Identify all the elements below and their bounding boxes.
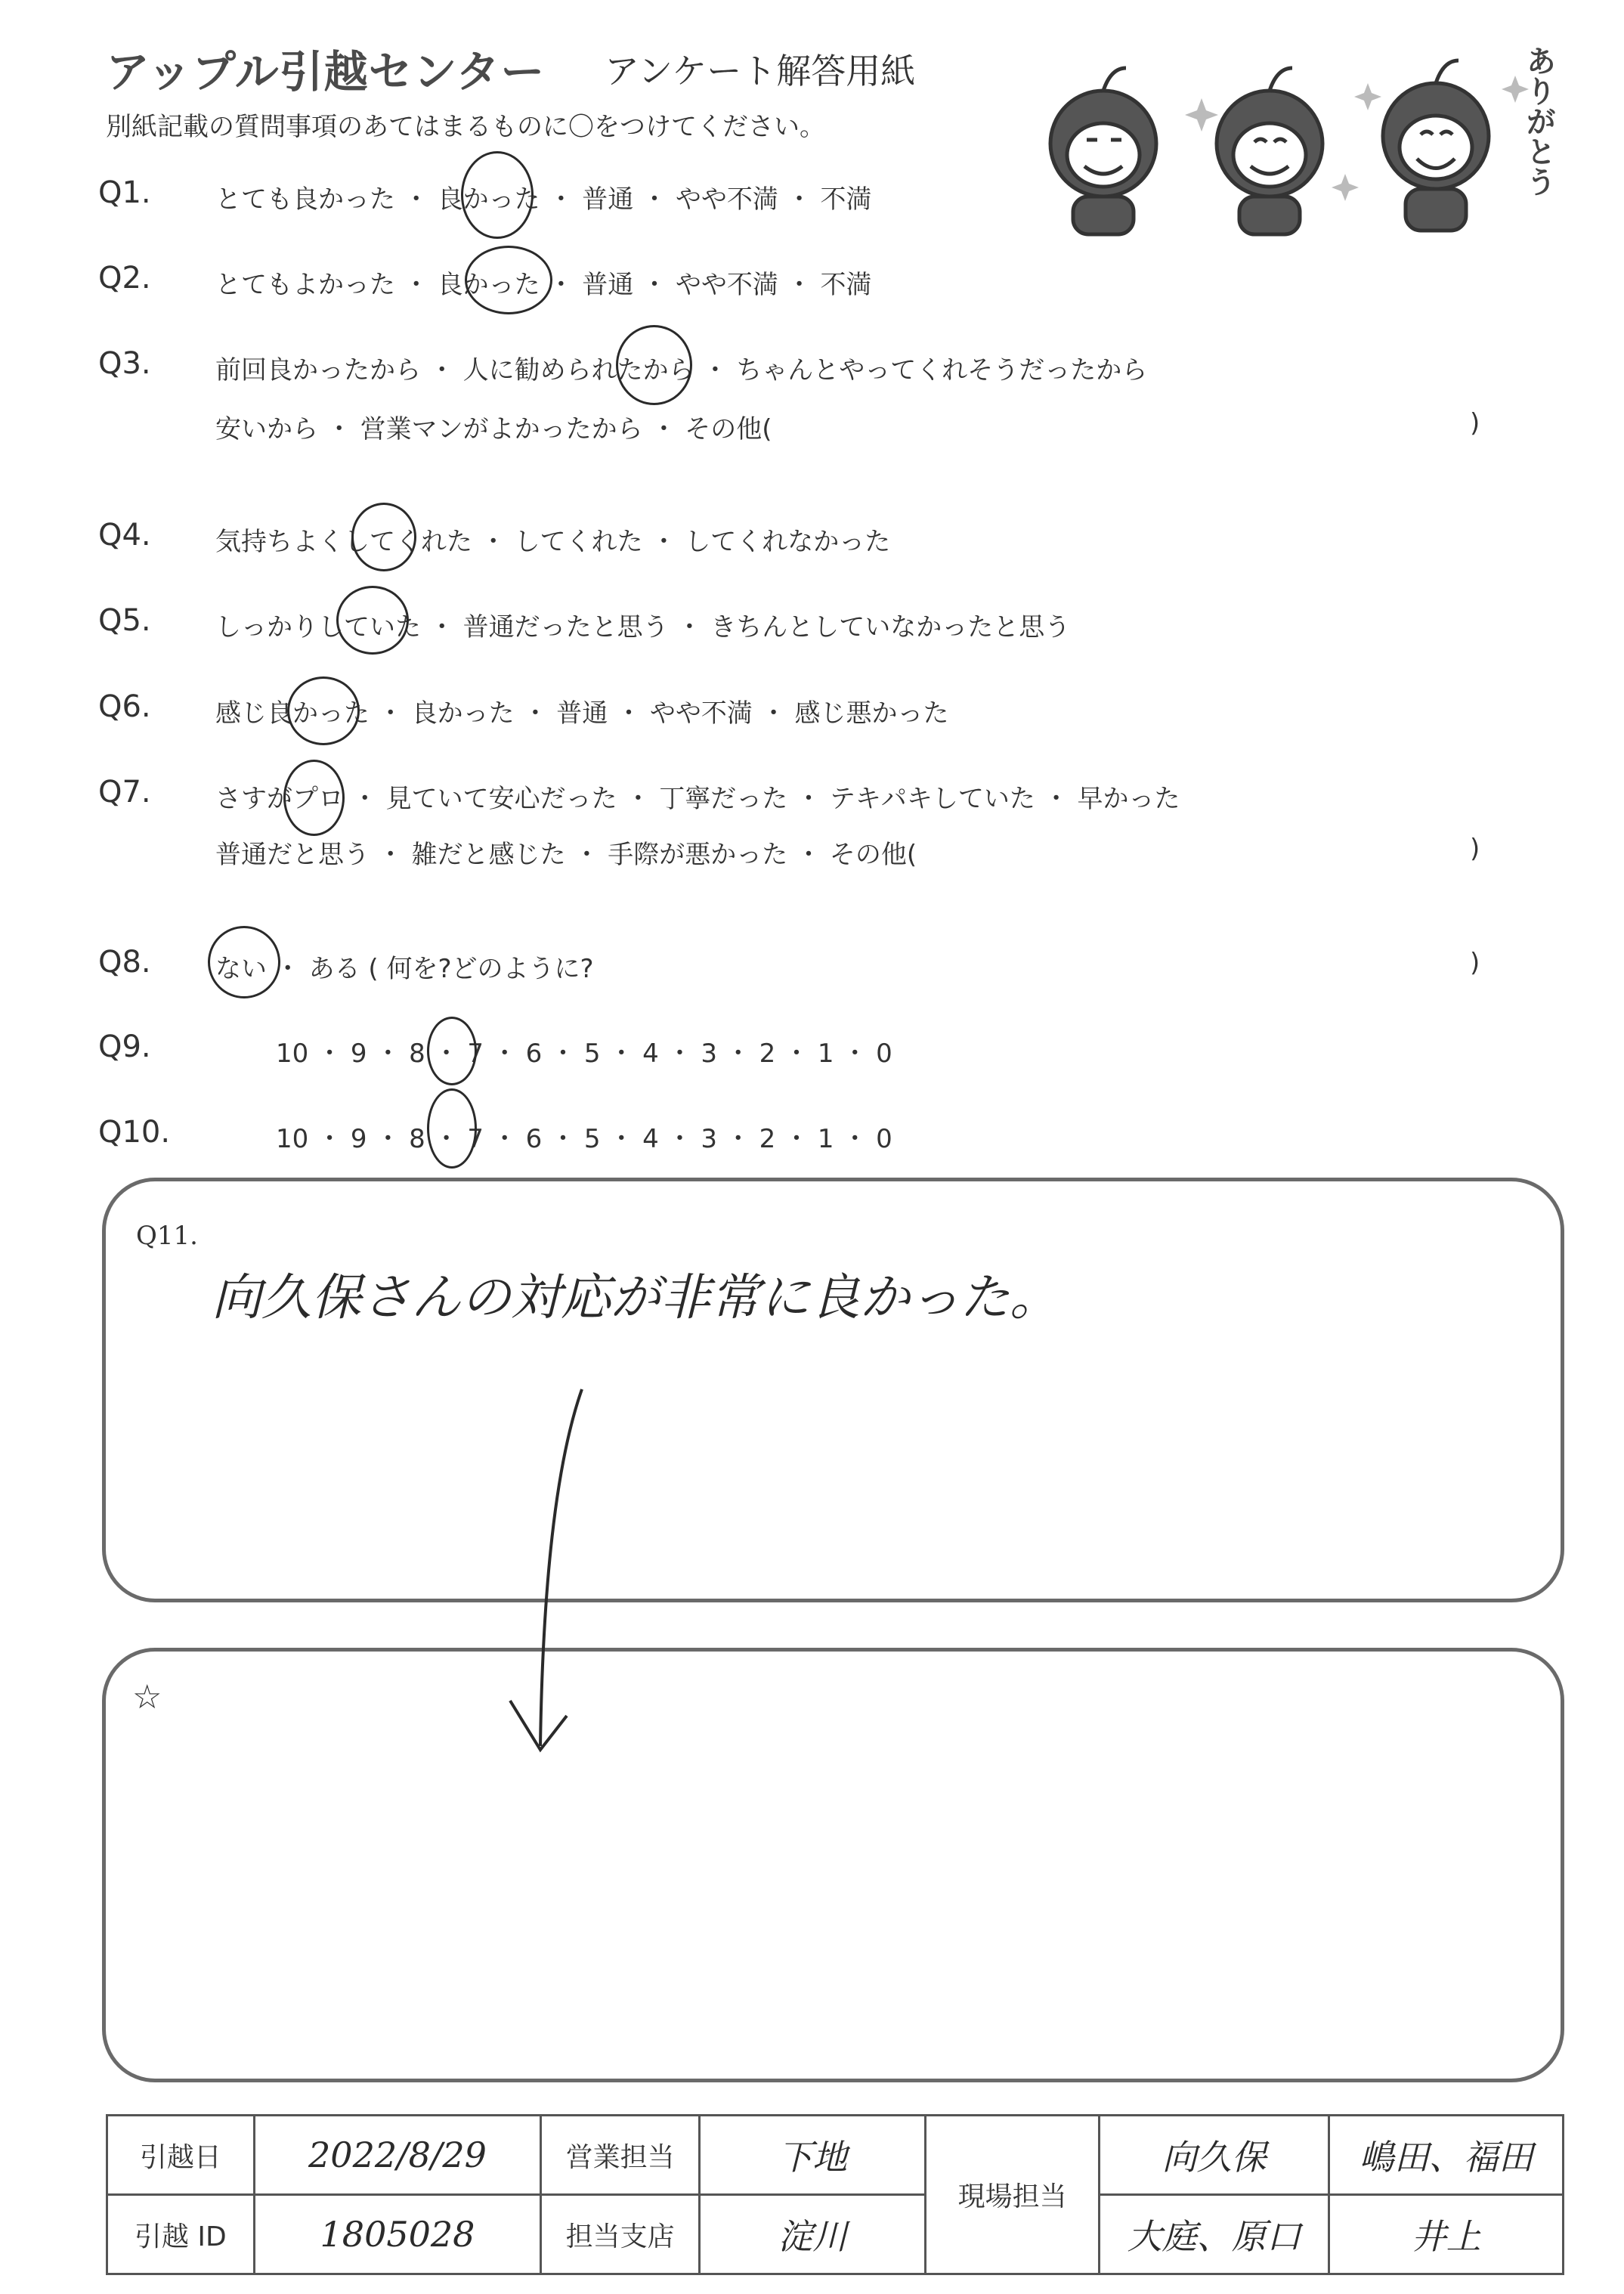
q10-label: Q10.: [98, 1115, 171, 1150]
footer-table: [106, 2114, 1564, 2275]
q11-label: Q11.: [136, 1221, 198, 1251]
sales-staff-label: 営業担当: [541, 2116, 700, 2195]
move-date-value: 2022/8/29: [254, 2116, 541, 2195]
q1-label: Q1.: [98, 175, 151, 210]
q3-options-line2: 安いから ・ 営業マンがよかったから ・ その他(: [215, 414, 772, 444]
site-staff-value-4: 井上: [1329, 2195, 1564, 2274]
form-subtitle: アンケート解答用紙: [605, 51, 916, 91]
q7-answer-circle: [283, 760, 345, 836]
q9-scale: 10 ・ 9 ・ 8 ・ 7 ・ 6 ・ 5 ・ 4 ・ 3 ・ 2 ・ 1 ・ 0: [276, 1039, 892, 1069]
q7-options-line2: 普通だと思う ・ 雑だと感じた ・ 手際が悪かった ・ その他(: [215, 840, 917, 870]
site-staff-value-3: 大庭、原口: [1099, 2195, 1329, 2274]
q7-options: さすがプロ ・ 見ていて安心だった ・ 丁寧だった ・ テキパキしていた ・ 早かった: [215, 784, 1180, 814]
q3-close-paren: ): [1470, 408, 1480, 438]
branch-label: 担当支店: [541, 2195, 700, 2274]
q7-label: Q7.: [98, 775, 151, 810]
sales-staff-value: 下地: [699, 2116, 925, 2195]
q8-close-paren: ): [1470, 948, 1480, 978]
star-comment-box: [102, 1648, 1564, 2082]
q3-label: Q3.: [98, 346, 151, 381]
q4-answer-circle: [351, 503, 416, 571]
move-id-value: 1805028: [254, 2195, 541, 2274]
q10-scale: 10 ・ 9 ・ 8 ・ 7 ・ 6 ・ 5 ・ 4 ・ 3 ・ 2 ・ 1 ・ 0: [276, 1124, 892, 1154]
q8-label: Q8.: [98, 945, 151, 980]
q2-answer-circle: [465, 246, 552, 314]
q9-label: Q9.: [98, 1029, 151, 1064]
q10-answer-circle: [427, 1088, 477, 1169]
q6-label: Q6.: [98, 689, 151, 724]
site-staff-value-1: 向久保: [1099, 2116, 1329, 2195]
handwritten-arrow-icon: [484, 1383, 589, 1761]
q9-answer-circle: [427, 1017, 477, 1085]
q2-label: Q2.: [98, 261, 151, 296]
q4-label: Q4.: [98, 518, 151, 553]
q1-answer-circle: [461, 151, 534, 239]
move-date-label: 引越日: [107, 2116, 255, 2195]
site-staff-value-2: 嶋田、福田: [1329, 2116, 1564, 2195]
q7-close-paren: ): [1470, 834, 1480, 864]
q6-options: 感じ良かった ・ 良かった ・ 普通 ・ やや不満 ・ 感じ悪かった: [215, 698, 949, 729]
star-icon: ☆: [132, 1678, 162, 1717]
q6-answer-circle: [287, 676, 360, 745]
form-instruction: 別紙記載の質問事項のあてはまるものに〇をつけてください。: [106, 112, 825, 142]
q1-options: とても良かった ・ 良かった ・ 普通 ・ やや不満 ・ 不満: [215, 184, 872, 215]
q5-answer-circle: [336, 586, 409, 655]
form-title: アップル引越センター: [106, 46, 546, 98]
q4-options: 気持ちよくしてくれた ・ してくれた ・ してくれなかった: [215, 527, 891, 557]
q8-answer-circle: [208, 926, 280, 998]
q3-options: 前回良かったから ・ 人に勧められたから ・ ちゃんとやってくれそうだったから: [215, 355, 1148, 385]
q5-options: しっかりしていた ・ 普通だったと思う ・ きちんとしていなかったと思う: [215, 612, 1071, 642]
move-id-label: 引越 ID: [107, 2195, 255, 2274]
q8-options: ない ・ ある ( 何を?どのように?: [215, 954, 594, 984]
q3-answer-circle: [616, 325, 692, 405]
q5-label: Q5.: [98, 603, 151, 638]
mascot-illustration: [1020, 30, 1564, 242]
q11-handwritten-comment: 向久保さんの対応が非常に良かった。: [212, 1268, 1059, 1327]
mascot-caption: ありがとう: [1521, 45, 1556, 197]
branch-value: 淀川: [699, 2195, 925, 2274]
q2-options: とてもよかった ・ 良かった ・ 普通 ・ やや不満 ・ 不満: [215, 270, 872, 300]
q11-comment-box: [102, 1178, 1564, 1602]
site-staff-label: 現場担当: [926, 2116, 1100, 2274]
